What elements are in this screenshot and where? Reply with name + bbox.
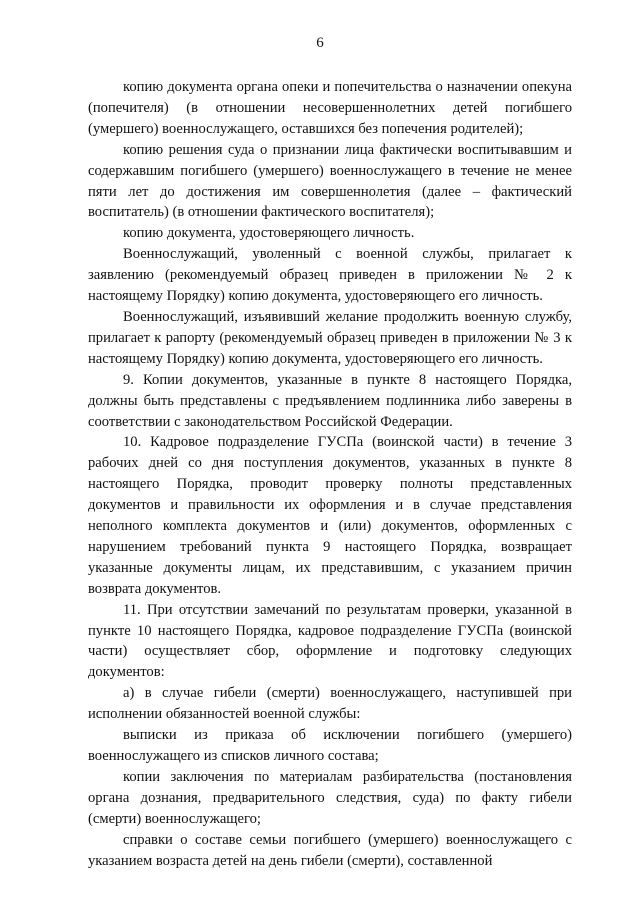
paragraph-family-certificate: справки о составе семьи погибшего (умершего) военнослужащего с указанием возраста детей на день гибели (смерти), составленной — [88, 831, 572, 869]
paragraph-item-9: 9. Копии документов, указанные в пункте 8 настоящего Порядка, должны быть представлены с предъявлением подлинника либо заверены в соответствии с законодательством Российской Федерации. — [88, 371, 572, 430]
paragraph-dismissed-serviceman: Военнослужащий, уволенный с военной службы, прилагает к заявлению (рекомендуемый образец приведен в приложении № 2 к настоящему Порядку) копию документа, удостоверяющего его личность. — [88, 246, 572, 305]
paragraph-investigation-conclusion: копии заключения по материалам разбирательства (постановления органа дознания, предварительного следствия, суда) по факту гибели (смерти) военнослужащего; — [88, 768, 572, 827]
paragraph-order-extract: выписки из приказа об исключении погибшего (умершего) военнослужащего из списков личного состава; — [88, 727, 572, 764]
paragraph-item-11a: а) в случае гибели (смерти) военнослужащего, наступившей при исполнении обязанностей военной службы: — [88, 685, 572, 723]
paragraph-item-11: 11. При отсутствии замечаний по результатам проверки, указанной в пункте 10 настоящего Порядка, кадровое подразделение ГУСПа (воинской части) осуществляет сбор, оформление и подготовку следующих документов: — [88, 601, 572, 681]
paragraph-guardianship-copy: копию документа органа опеки и попечительства о назначении опекуна (попечителя) (в отношении несовершеннолетних детей погибшего (умершего) военнослужащего, оставшихся без попечения родителей); — [88, 79, 572, 137]
document-body — [88, 77, 572, 871]
paragraph-continuing-serviceman: Военнослужащий, изъявивший желание продолжить военную службу, прилагает к рапорту (рекомендуемый образец приведен в приложении № 3 к настоящему Порядку) копию документа, удостоверяющего его личность. — [88, 308, 572, 367]
page-number: 6 — [316, 35, 324, 51]
paragraph-court-decision-copy: копию решения суда о признании лица фактически воспитывавшим и содержавшим погибшего (умершего) военнослужащего в течение не менее пяти лет до достижения им совершеннолетия (далее – фактический воспитатель) (в отношении фактического воспитателя); — [88, 141, 572, 221]
paragraph-item-10: 10. Кадровое подразделение ГУСПа (воинской части) в течение 3 рабочих дней со дня поступления документов, указанных в пункте 8 настоящего Порядка, проводит проверку полноты представленных документов и правильности их оформления и в случае представления неполного комплекта документов и (или) документов, оформленных с нарушением требований пункта 9 настоящего Порядка, возвращает указанные документы лицам, их представившим, с указанием причин возврата документов. — [88, 434, 572, 597]
paragraph-identity-copy: копию документа, удостоверяющего личность. — [123, 225, 415, 242]
